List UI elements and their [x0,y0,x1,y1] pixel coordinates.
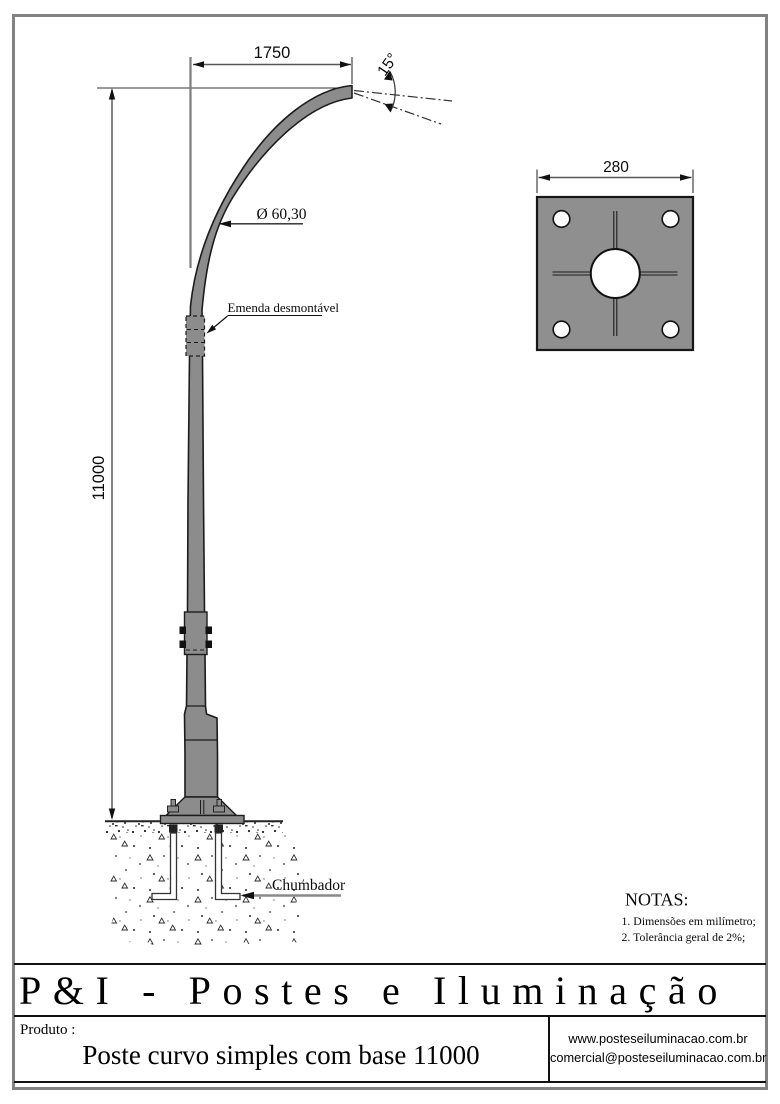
company-title-band [14,963,766,1017]
contact-email: comercial@posteseiluminacao.com.br [550,1050,767,1065]
product-label: Produto : [20,1022,76,1038]
diameter-callout [219,206,307,227]
contact-band [548,1017,766,1083]
centerline-upper [354,91,452,102]
product-band [14,1017,548,1083]
company-name: P&I - Postes e Iluminação [19,967,729,1013]
pole-outline [185,86,353,798]
product-name: Poste curvo simples com base 11000 [82,1040,480,1070]
notes-block [622,890,756,945]
bolt-hole [662,321,679,338]
note-item: 1. Dimensões em milímetro; [621,914,756,928]
dim-11000-text: 11000 [90,455,108,501]
arrow-down [109,809,115,821]
note-item: 2. Tolerância geral de 2%; [621,930,746,944]
diameter-label-text: Ø 60,30 [256,206,307,223]
arc-arrow-bottom [385,104,394,113]
dimension-pole-height [90,88,352,820]
arrow-right [680,174,692,181]
joint-label-text: Emenda desmontável [227,300,340,315]
arrow-left [193,61,204,67]
bolt-hole [662,211,679,228]
pole-base [161,797,245,824]
website-url: www.posteseiluminacao.com.br [568,1031,748,1047]
joint-callout [207,300,340,334]
dim-1750-text: 1750 [253,44,291,62]
notes-heading: NOTAS: [625,889,689,910]
center-hole [591,249,640,298]
angle-15-text: 15° [374,50,402,80]
centerline-lower [354,93,441,124]
bolt-nut-left [168,806,179,812]
bolt-nut-right [214,806,225,812]
dim-280-text: 280 [603,159,629,176]
tip-angle-annotation [354,50,452,124]
joint-sleeve-upper [186,316,205,356]
bolt-hole [553,211,570,228]
joint-sleeve-lower [180,612,213,655]
base-plate-side [161,816,245,824]
arrow-right [340,61,351,67]
bolt-hole [553,321,570,338]
anchor-label-text: Chumbador [272,877,346,894]
base-plate-top-view [537,159,693,350]
arrow-left [539,174,551,181]
arrow-up [109,88,115,100]
